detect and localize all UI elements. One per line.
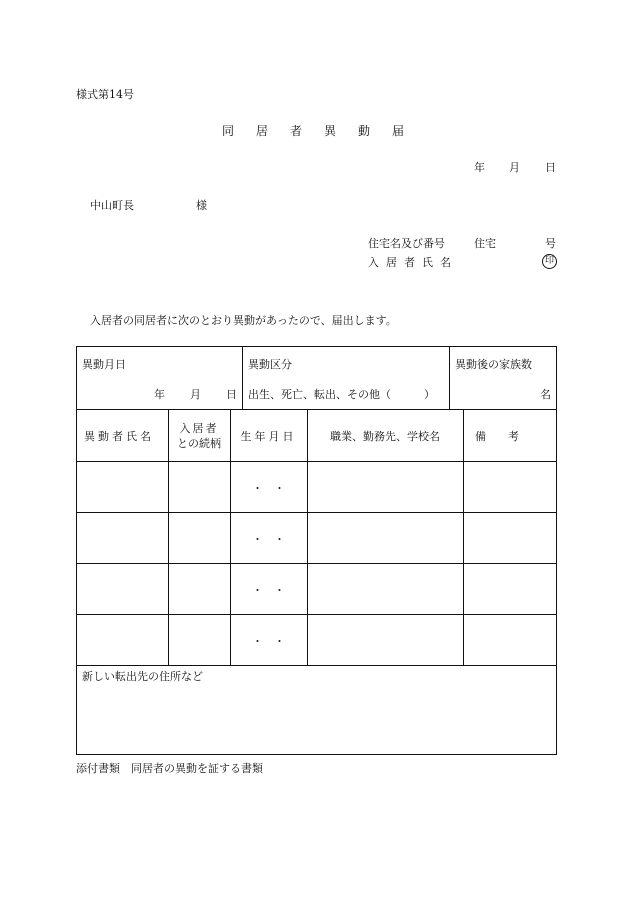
housing-type: 住宅 xyxy=(474,237,496,250)
col-header-birthdate: 生年月日 xyxy=(240,430,297,443)
date-year-label: 年 xyxy=(474,161,485,174)
col-header-relation-line1: 入居者 xyxy=(179,422,219,435)
change-date-label: 異動月日 xyxy=(82,358,126,371)
change-date-year: 年 xyxy=(154,388,165,401)
new-address-label: 新しい転出先の住所など xyxy=(82,670,203,683)
date-day-label: 日 xyxy=(545,161,556,174)
form-number: 様式第14号 xyxy=(76,88,134,101)
change-date-month: 月 xyxy=(190,388,201,401)
form-title: 同居者異動届 xyxy=(222,124,427,138)
intro-text: 入居者の同居者に次のとおり異動があったので、届出します。 xyxy=(90,314,397,327)
col-header-name: 異動者氏名 xyxy=(84,430,154,443)
change-table xyxy=(76,346,557,755)
family-count-label: 異動後の家族数 xyxy=(455,358,532,371)
change-type-options: 出生、死亡、転出、その他（ ） xyxy=(248,388,435,401)
housing-number-suffix: 号 xyxy=(545,237,556,250)
family-count-unit: 名 xyxy=(540,388,551,401)
addressee-name: 中山町長 xyxy=(90,199,134,212)
row-birthdate-cell[interactable]: ・ ・ xyxy=(252,533,285,546)
addressee-honorific: 様 xyxy=(196,199,207,212)
row-birthdate-cell[interactable]: ・ ・ xyxy=(252,635,285,648)
seal-mark xyxy=(542,253,557,269)
change-type-label: 異動区分 xyxy=(248,358,292,371)
date-month-label: 月 xyxy=(509,161,520,174)
seal-icon: 印 xyxy=(542,254,557,269)
resident-name-label: 入居者氏名 xyxy=(368,256,458,269)
housing-label: 住宅名及び番号 xyxy=(368,237,445,250)
row-birthdate-cell[interactable]: ・ ・ xyxy=(252,584,285,597)
attachment-note: 添付書類 同居者の異動を証する書類 xyxy=(76,762,263,775)
col-header-occupation: 職業、勤務先、学校名 xyxy=(330,430,440,443)
col-header-remarks: 備 考 xyxy=(475,430,519,443)
row-birthdate-cell[interactable]: ・ ・ xyxy=(252,482,285,495)
col-header-relation-line2: との続柄 xyxy=(177,437,221,450)
change-date-day: 日 xyxy=(226,388,237,401)
